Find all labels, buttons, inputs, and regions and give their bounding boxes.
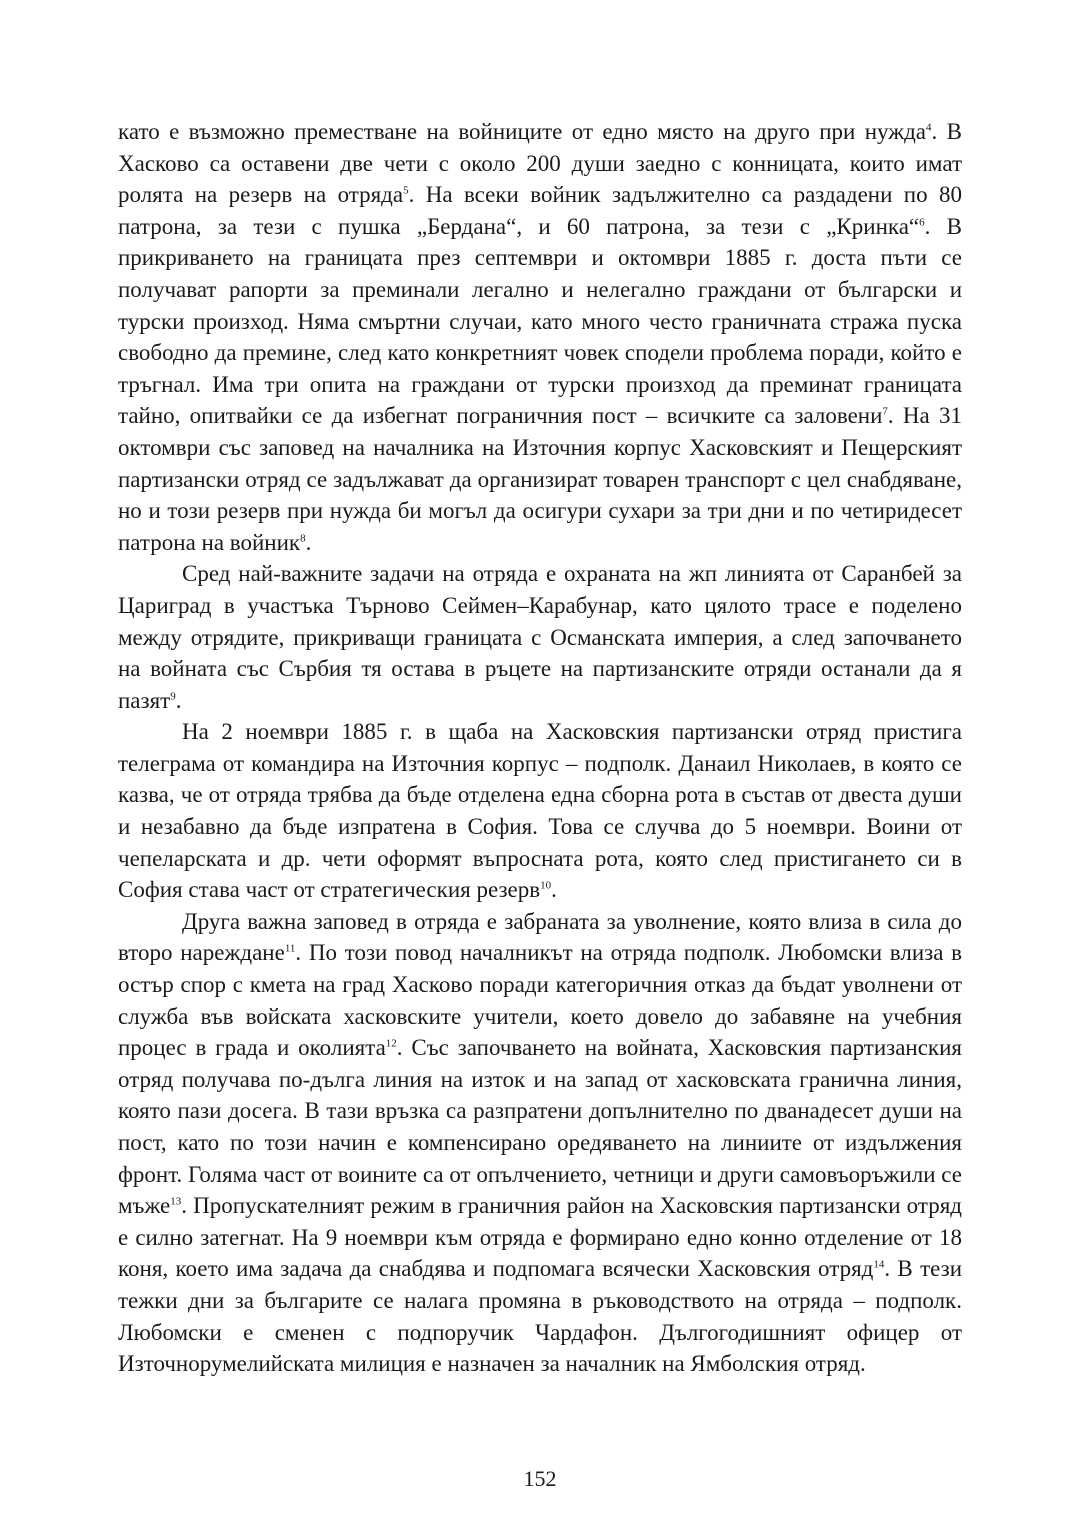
text-segment: На 2 ноември 1885 г. в щаба на Хасковския партизански отряд пристига телеграма от командира на Източния корпус – подполк. Данаил Николаев, в която се казва, че от отряда трябва да бъде отделена една сборна рота в състав от двеста души и незабавно да бъде изпратена в София. Това се случва до 5 ноември. Воини от чепеларската и др. чети оформят въпросната рота, която след пристигането си в София става част от стратегическия резерв [118, 719, 962, 903]
text-segment: . Пропускателният режим в граничния район на Хасковския партизански отряд е силно затегнат. На 9 ноември към отряда е формирано едно конно отделение от 18 коня, което има задача да снабдява и подпомага всячески Хасковския отряд [118, 1193, 962, 1282]
text-segment: . В прикриването на границата през септември и октомври 1885 г. доста пъти се получават рапорти за преминали легално и нелегално граждани от български и турски произход. Няма смъртни случаи, като много често граничната стража пуска свободно да премине, след като конкретният човек сподели проблема поради, който е тръгнал. Има три опита на граждани от турски произход да преминат границата тайно, опитвайки се да избегнат пограничния пост – всичките са заловени [118, 213, 963, 429]
footnote-ref-9[interactable]: 9 [170, 690, 176, 703]
text-segment: . На всеки войник задължително са раздадени по 80 патрона, за тези с пушка „Бердана“, и 60 патрона, за тези с „Кринка“ [118, 182, 962, 239]
footnote-ref-10[interactable]: 10 [540, 879, 552, 892]
paragraph-1 [118, 116, 962, 558]
footnote-ref-6[interactable]: 6 [919, 216, 925, 229]
page-body [118, 116, 962, 1380]
text-segment: . В Хасково са оставени две чети с около 200 души заедно с конницата, които имат ролята на резерв на отряда [118, 119, 963, 208]
page-number: 152 [523, 1466, 557, 1491]
footnote-ref-4[interactable]: 4 [926, 121, 932, 134]
text-segment: . [175, 687, 182, 713]
footnote-ref-12[interactable]: 12 [385, 1037, 397, 1050]
text-segment: . На 31 октомври със заповед на началника на Източния корпус Хасковският и Пещерският партизански отряд се задължават да организират товарен транспорт с цел снабдяване, но и този резерв при нужда би могъл да осигури сухари за три дни и по четиридесет патрона на войник [118, 403, 962, 555]
footnote-ref-14[interactable]: 14 [873, 1258, 885, 1271]
footnote-ref-13[interactable]: 13 [170, 1195, 182, 1208]
text-segment: . [551, 877, 557, 903]
text-segment: . В тези тежки дни за българите се налага промяна в ръководството на отряда – подполк. Любомски е сменен с подпоручик Чардафон. Дългогодишният офицер от Източнорумелийската милиция е назначен за началник на Ямболския отряд. [118, 1256, 963, 1377]
paragraph-4 [118, 906, 962, 1380]
footnote-ref-7[interactable]: 7 [882, 405, 888, 418]
text-segment: . [305, 529, 312, 555]
footnote-ref-11[interactable]: 11 [284, 942, 296, 955]
text-segment: Друга важна заповед в отряда е забраната за уволнение, която влиза в сила до второ нареждане [118, 908, 962, 966]
text-segment: . По този повод началникът на отряда подполк. Любомски влиза в остър спор с кмета на град Хасково поради категоричния отказ да бъдат уволнени от служба във войската хасковските учители, което довело до забавяне на учебния процес в града и околията [118, 940, 962, 1061]
text-segment: . Със започването на войната, Хасковския партизанския отряд получава по-дълга линия на изток и на запад от хасковската гранична линия, която пази досега. В тази връзка са разпратени допълнително по дванадесет души на пост, като по този начин е компенсирано оредяването на линиите от издължения фронт. Голяма част от воините са от опълчението, четници и други самовъоръжили се мъже [118, 1035, 962, 1219]
footnote-ref-5[interactable]: 5 [403, 184, 409, 197]
footnote-ref-8[interactable]: 8 [300, 532, 306, 545]
paragraph-3 [118, 716, 962, 906]
text-segment: като е възможно преместване на войниците от едно място на друго при нужда [118, 119, 927, 144]
text-segment: Сред най-важните задачи на отряда е охраната на жп линията от Саранбей за Цариград в участъка Търново Сеймен–Карабунар, като цялото трасе е поделено между отрядите, прикриващи границата с Османската империя, а след започването на войната със Сърбия тя остава в ръцете на партизанските отряди останали да я пазят [118, 561, 962, 713]
paragraph-2 [118, 558, 962, 716]
